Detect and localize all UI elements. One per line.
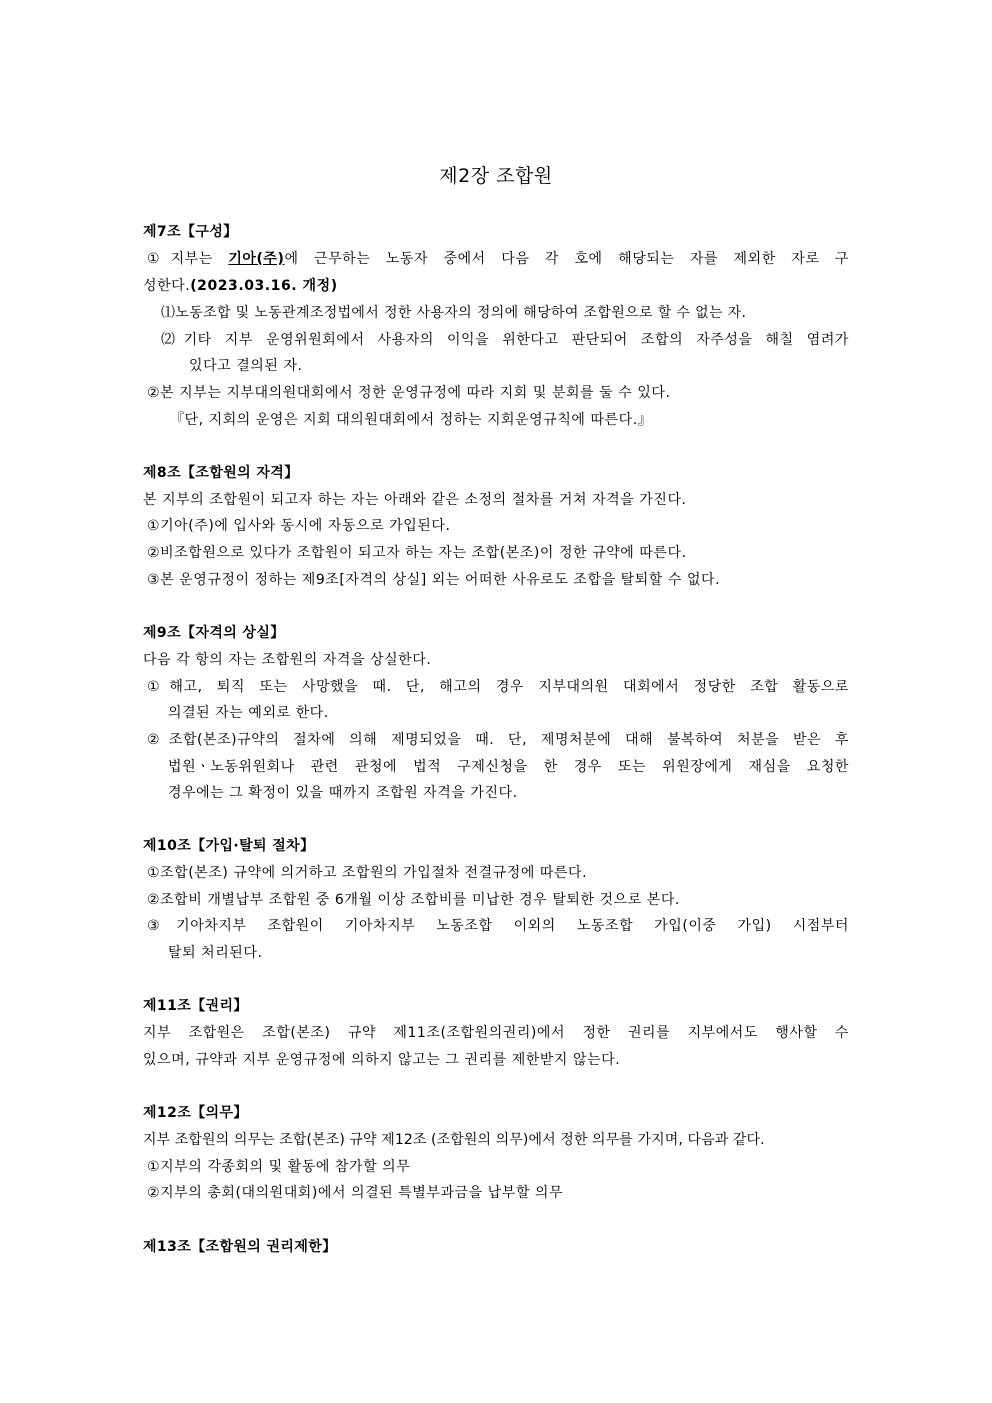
- article-10-para-3-cont: 탈퇴 처리된다.: [168, 945, 263, 961]
- article-11-line-2: 있으며, 규약과 지부 운영규정에 의하지 않고는 그 권리를 제한받지 않는다.: [143, 1052, 621, 1068]
- article-8-para-3: ③본 운영규정이 정하는 제9조[자격의 상실] 외는 어떠한 사유로도 조합을 탈퇴할 수 없다.: [147, 572, 721, 588]
- article-7-para-2: ②본 지부는 지부대의원대회에서 정한 운영규정에 따라 지회 및 분회를 둘 수 있다.: [147, 385, 671, 401]
- article-12-para-2: ②지부의 총회(대의원대회)에서 의결된 특별부과금을 납부할 의무: [147, 1185, 564, 1201]
- article-7-item-2-cont: 있다고 결의된 자.: [189, 358, 303, 374]
- article-9-para-1: ①해고, 퇴직 또는 사망했을 때. 단, 해고의 경우 지부대의원 대회에서 정당한 조합 활동으로: [147, 679, 849, 695]
- article-7-heading: 제7조【구성】: [143, 224, 238, 240]
- article-11-heading: 제11조【권리】: [143, 998, 248, 1014]
- article-7-item-2: ⑵기타 지부 운영위원회에서 사용자의 이익을 위한다고 판단되어 조합의 자주성을 해칠 염려가: [161, 332, 849, 348]
- article-8-para-2: ②비조합원으로 있다가 조합원이 되고자 하는 자는 조합(본조)이 정한 규약에 따른다.: [147, 545, 687, 561]
- chapter-title: 제2장 조합원: [439, 165, 553, 187]
- amendment-note: (2023.03.16. 개정): [190, 278, 338, 294]
- article-8-para-1: ①기아(주)에 입사와 동시에 자동으로 가입된다.: [147, 518, 451, 534]
- article-9-heading: 제9조【자격의 상실】: [143, 625, 285, 641]
- article-12-intro: 지부 조합원의 의무는 조합(본조) 규약 제12조 (조합원의 의무)에서 정한 의무를 가지며, 다음과 같다.: [143, 1132, 765, 1148]
- article-7-para-1: [147, 249, 849, 269]
- article-7-para-1-pre: ①지부는: [147, 251, 229, 267]
- article-9-para-1-cont: 의결된 자는 예외로 한다.: [168, 705, 329, 721]
- article-8-intro: 본 지부의 조합원이 되고자 하는 자는 아래와 같은 소정의 절차를 거쳐 자격을 가진다.: [143, 492, 687, 508]
- article-12-para-1: ①지부의 각종회의 및 활동에 참가할 의무: [147, 1159, 411, 1175]
- article-11-line-1: 지부 조합원은 조합(본조) 규약 제11조(조합원의권리)에서 정한 권리를 지부에서도 행사할 수: [143, 1025, 849, 1041]
- article-7-para-2-note: 『단, 지회의 운영은 지회 대의원대회에서 정하는 지회운영규칙에 따른다.』: [170, 412, 653, 428]
- article-10-para-2: ②조합비 개별납부 조합원 중 6개월 이상 조합비를 미납한 경우 탈퇴한 것으로 본다.: [147, 892, 680, 908]
- article-9-para-2: ②조합(본조)규약의 절차에 의해 제명되었을 때. 단, 제명처분에 대해 불복하여 처분을 받은 후: [147, 732, 849, 748]
- article-7-para-1-cont-text: 성한다.: [143, 278, 191, 294]
- article-9-para-2-cont-1: 법원ㆍ노동위원회나 관련 관청에 법적 구제신청을 한 경우 또는 위원장에게 재심을 요청한: [168, 759, 849, 775]
- article-10-para-3: ③기아차지부 조합원이 기아차지부 노동조합 이외의 노동조합 가입(이중 가입) 시점부터: [147, 918, 849, 934]
- company-name: 기아(주): [228, 251, 285, 267]
- article-12-heading: 제12조【의무】: [143, 1105, 248, 1121]
- article-9-intro: 다음 각 항의 자는 조합원의 자격을 상실한다.: [143, 652, 432, 668]
- article-10-para-1: ①조합(본조) 규약에 의거하고 조합원의 가입절차 전결규정에 따른다.: [147, 865, 588, 881]
- article-13-heading: 제13조【조합원의 권리제한】: [143, 1239, 337, 1255]
- article-7-item-1: ⑴노동조합 및 노동관계조정법에서 정한 사용자의 정의에 해당하여 조합원으로 할 수 없는 자.: [161, 305, 747, 321]
- article-8-heading: 제8조【조합원의 자격】: [143, 465, 299, 481]
- article-9-para-2-cont-2: 경우에는 그 확정이 있을 때까지 조합원 자격을 가진다.: [168, 785, 518, 801]
- article-10-heading: 제10조【가입·탈퇴 절차】: [143, 838, 315, 854]
- article-7-para-1-post: 에 근무하는 노동자 중에서 다음 각 호에 해당되는 자를 제외한 자로 구: [284, 251, 849, 267]
- article-7-para-1-cont: [143, 276, 338, 296]
